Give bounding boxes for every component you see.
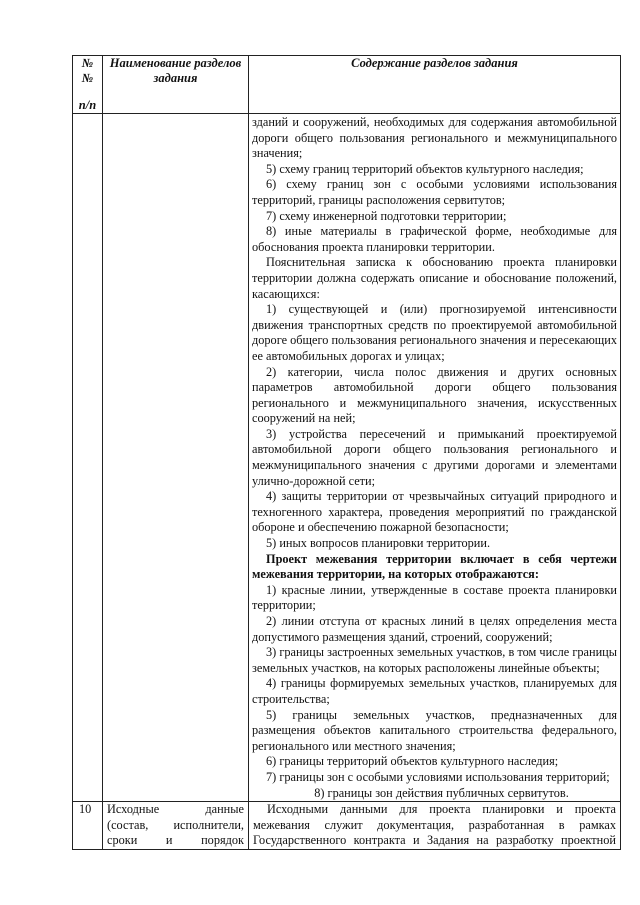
continuation-content-cell (249, 114, 621, 802)
content-paragraph: 6) границы территорий объектов культурного наследия; (266, 754, 559, 769)
table-header-row (73, 56, 621, 114)
content-paragraph: 4) защиты территории от чрезвычайных ситуаций природного и техногенного характера, проведения мероприятий по гражданской обороне и обеспечению пожарной безопасности; (252, 489, 617, 535)
header-number-line1: №№ (81, 56, 94, 85)
content-paragraph: зданий и сооружений, необходимых для содержания автомобильной дороги общего пользования регионального и межмуниципального значения; (252, 115, 617, 161)
continuation-name-cell (103, 114, 249, 802)
content-paragraph: 3) границы застроенных земельных участков, в том числе границы земельных участков, на которых расположены линейные объекты; (252, 645, 617, 675)
table-row-10 (73, 802, 621, 850)
header-name-column: Наименование разделов задания (103, 56, 249, 114)
continuation-row (73, 114, 621, 802)
content-paragraph: 8) иные материалы в графической форме, необходимые для обоснования проекта планировки территории. (252, 224, 617, 254)
row-number-cell: 10 (73, 802, 103, 850)
row-name-cell (103, 802, 249, 850)
content-paragraph: 1) красные линии, утвержденные в составе проекта планировки территории; (252, 582, 617, 613)
header-number-column (73, 56, 103, 114)
content-paragraph: 8) границы зон действия публичных сервитутов. (314, 785, 569, 800)
header-number-line2: п/п (78, 98, 97, 112)
content-paragraph: Пояснительная записка к обоснованию проекта планировки территории должна содержать описание и обоснование положений, касающихся: (252, 255, 617, 301)
content-paragraph: 5) схему границ территорий объектов культурного наследия; (266, 161, 584, 176)
row-content-cell (249, 802, 621, 850)
row-content-text: Исходными данными для проекта планировки и проекта межевания служит документация, разработанная в рамках Государственного контракта и Задания на разработку проектной (253, 802, 616, 848)
content-paragraph: 5) иных вопросов планировки территории. (266, 536, 491, 551)
content-paragraph: 4) границы формируемых земельных участков, планируемых для строительства; (252, 676, 617, 706)
continuation-number-cell (73, 114, 103, 802)
content-paragraph: 7) схему инженерной подготовки территории; (266, 208, 507, 223)
header-content-column: Содержание разделов задания (249, 56, 621, 114)
content-paragraph: 6) схему границ зон с особыми условиями использования территорий, границы расположения сервитутов; (252, 177, 617, 207)
content-paragraph: 5) границы земельных участков, предназначенных для размещения объектов капитального строительства федерального, регионального или местного значения; (252, 707, 617, 753)
content-paragraph: Проект межевания территории включает в себя чертежи межевания территории, на которых отображаются: (252, 551, 617, 582)
content-paragraph: 3) устройства пересечений и примыканий проектируемой автомобильной дороги общего пользования регионального и межмуниципального значения с другими дорогами и элементами улично-дорожной сети; (252, 426, 617, 488)
content-paragraph: 2) линии отступа от красных линий в целях определения места допустимого размещения зданий, строений, сооружений; (252, 614, 617, 644)
content-paragraph: 1) существующей и (или) прогнозируемой интенсивности движения транспортных средств по проектируемой автомобильной дороге общего пользования регионального значения и пересекающих ее автомобильных дорогах и улицах; (252, 302, 617, 363)
requirements-table (72, 55, 621, 850)
row-name-text: Исходные данные (состав, исполнители, сроки и порядок (107, 802, 244, 848)
content-paragraph: 7) границы зон с особыми условиями использования территорий; (266, 769, 610, 784)
content-paragraph: 2) категории, числа полос движения и других основных параметров автомобильной дороги общего пользования регионального и межмуниципального значения, искусственных сооружений на ней; (252, 364, 617, 426)
